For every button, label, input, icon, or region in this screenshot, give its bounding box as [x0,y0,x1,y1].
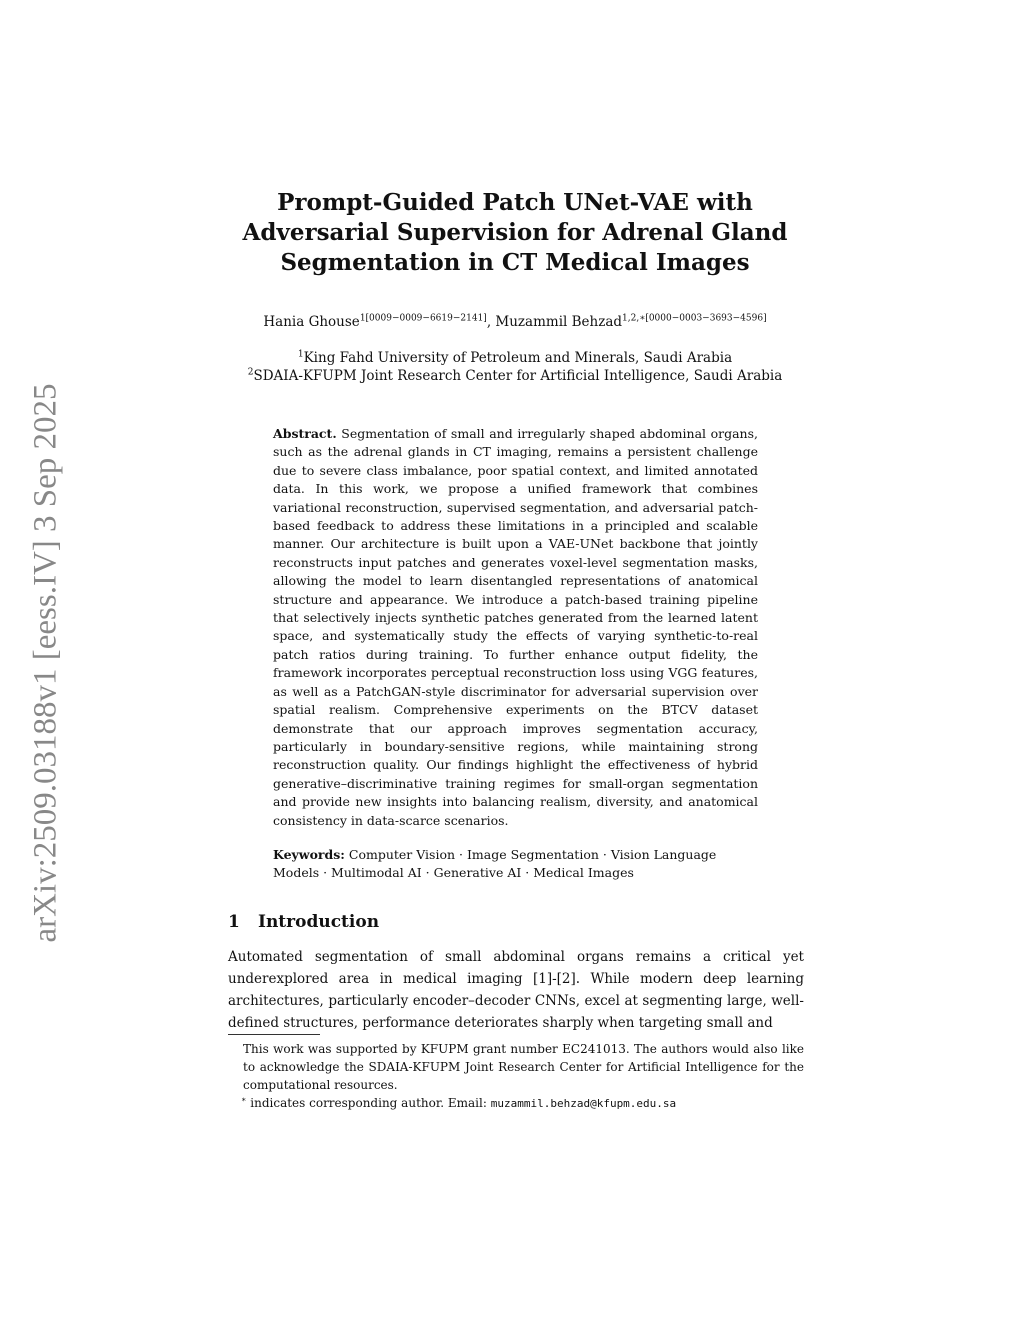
keywords-label: Keywords: [273,847,345,862]
keywords [273,846,758,883]
affiliation-2-text: SDAIA-KFUPM Joint Research Center for Artificial Intelligence, Saudi Arabia [253,368,783,384]
keywords-text: Computer Vision · Image Segmentation · Vision Language Models · Multimodal AI · Generative AI · Medical Images [273,847,717,881]
section-title: Introduction [258,912,380,932]
author-2-name: Muzammil Behzad [495,314,623,330]
affiliation-1-text: King Fahd University of Petroleum and Minerals, Saudi Arabia [303,350,733,366]
introduction-paragraph: Automated segmentation of small abdominal organs remains a critical yet underexplored area in medical imaging [1]-[2]. While modern deep learning architectures, particularly encoder–decoder CNNs, excel at segmenting large, well-defined structures, performance deteriorates sharply when targeting small and [228,949,804,1031]
author-1-name: Hania Ghouse [263,314,360,330]
abstract-label: Abstract. [273,426,337,441]
affiliations [200,349,830,385]
affiliation-1-mark: 1 [297,349,304,360]
corresponding-mark: ∗ [241,1095,247,1104]
footnotes [243,1040,804,1113]
author-2-marks: 1,2,∗[0000−0003−3693−4596] [622,313,767,324]
affiliation-2-mark: 2 [247,367,254,378]
abstract [273,425,758,830]
funding-footnote: This work was supported by KFUPM grant number EC241013. The authors would also like to acknowledge the SDAIA-KFUPM Joint Research Center for Artificial Intelligence for the computational resources. [243,1042,804,1092]
corresponding-email: muzammil.behzad@kfupm.edu.sa [490,1097,677,1110]
paper-title: Prompt-Guided Patch UNet-VAE with Adversarial Supervision for Adrenal Gland Segmentation in CT Medical Images [242,189,788,276]
affiliation-2 [200,367,830,385]
footnote-rule [228,1034,320,1035]
author-1-marks: 1[0009−0009−6619−2141] [359,313,487,324]
author-line: Hania Ghouse$^{1[0009-0009-6619-2141]}$, Muzammil Behzad$^{1,2,∗[0000-0003-3693-4596]}$ [263,313,767,330]
section-heading-introduction [228,910,379,934]
corresponding-text: indicates corresponding author. Email: [250,1096,487,1110]
arxiv-side-stamp [14,370,78,955]
arxiv-identifier: arXiv:2509.03188v1 [eess.IV] 3 Sep 2025 [27,382,64,943]
section-number: 1 [228,912,240,932]
abstract-text: Segmentation of small and irregularly shaped abdominal organs, such as the adrenal glands in CT imaging, remains a persistent challenge due to severe class imbalance, poor spatial context, and limited annotated data. In this work, we propose a unified framework that combines variational reconstruction, supervised segmentation, and adversarial patch-based feedback to address these limitations in a principled and scalable manner. Our architecture is built upon a VAE-UNet backbone that jointly reconstructs input patches and generates voxel-level segmentation masks, allowing the model to learn disentangled representations of anatomical structure and appearance. We introduce a patch-based training pipeline that selectively injects synthetic patches generated from the learned latent space, and systematically study the effects of varying synthetic-to-real patch ratios during training. To further enhance output fidelity, the framework incorporates perceptual reconstruction loss using VGG features, as well as a PatchGAN-style discriminator for adversarial supervision over spatial realism. Comprehensive experiments on the BTCV dataset demonstrate that our approach improves segmentation accuracy, particularly in boundary-sensitive regions, while maintaining strong reconstruction quality. Our findings highlight the effectiveness of hybrid generative–discriminative training regimes for small-organ segmentation and provide new insights into balancing realism, diversity, and anatomical consistency in data-scarce scenarios. [273,426,758,828]
affiliation-1 [200,349,830,367]
corresponding-author-footnote [241,1094,804,1113]
